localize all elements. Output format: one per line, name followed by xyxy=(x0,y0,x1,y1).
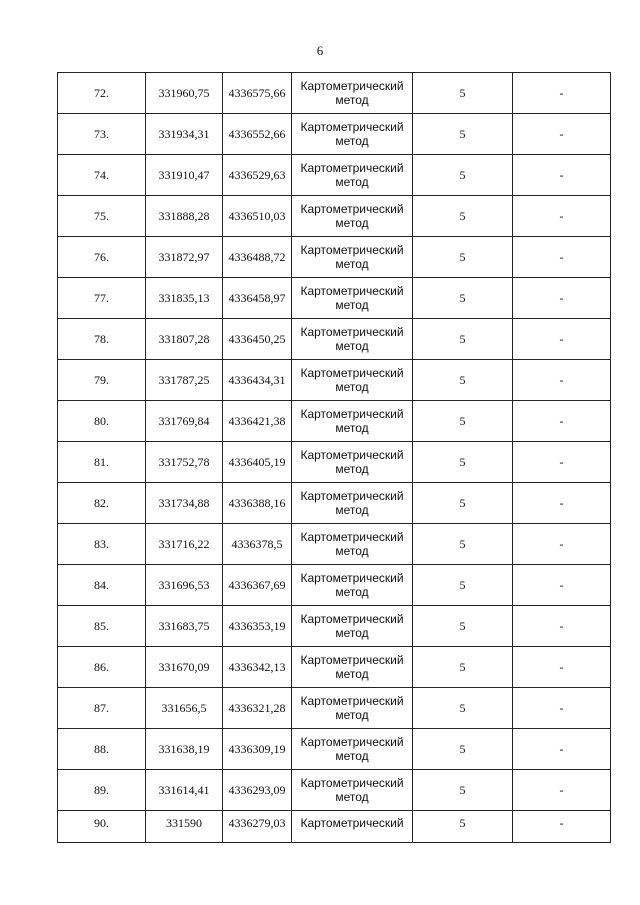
table-row xyxy=(58,278,611,319)
note-cell: - xyxy=(513,770,611,811)
table-row xyxy=(58,114,611,155)
x-coordinate-cell: 331807,28 xyxy=(146,319,223,360)
x-coordinate-cell: 331614,41 xyxy=(146,770,223,811)
method-cell xyxy=(292,114,413,155)
accuracy-cell: 5 xyxy=(413,278,513,319)
method-label-line2: метод xyxy=(335,667,369,681)
method-cell xyxy=(292,442,413,483)
accuracy-cell: 5 xyxy=(413,811,513,843)
method-cell xyxy=(292,729,413,770)
method-cell xyxy=(292,770,413,811)
method-label-line2: метод xyxy=(335,339,369,353)
method-label-line1: Картометрический xyxy=(300,325,404,339)
method-label-line2: метод xyxy=(335,421,369,435)
x-coordinate-cell: 331787,25 xyxy=(146,360,223,401)
method-cell xyxy=(292,155,413,196)
accuracy-cell: 5 xyxy=(413,114,513,155)
table-row xyxy=(58,524,611,565)
table-row xyxy=(58,729,611,770)
method-label-line2: метод xyxy=(335,749,369,763)
method-label-line2: метод xyxy=(335,134,369,148)
accuracy-cell: 5 xyxy=(413,729,513,770)
method-cell xyxy=(292,606,413,647)
accuracy-cell: 5 xyxy=(413,155,513,196)
point-number-cell: 77. xyxy=(58,278,146,319)
note-cell: - xyxy=(513,483,611,524)
method-cell xyxy=(292,811,413,843)
method-label-line1: Картометрический xyxy=(300,161,404,175)
note-cell: - xyxy=(513,647,611,688)
x-coordinate-cell: 331835,13 xyxy=(146,278,223,319)
accuracy-cell: 5 xyxy=(413,647,513,688)
point-number-cell: 90. xyxy=(58,811,146,843)
point-number-cell: 72. xyxy=(58,73,146,114)
x-coordinate-cell: 331888,28 xyxy=(146,196,223,237)
accuracy-cell: 5 xyxy=(413,237,513,278)
point-number-cell: 75. xyxy=(58,196,146,237)
y-coordinate-cell: 4336510,03 xyxy=(223,196,292,237)
point-number-cell: 86. xyxy=(58,647,146,688)
method-label-line2: метод xyxy=(335,175,369,189)
method-label-line1: Картометрический xyxy=(300,816,404,830)
x-coordinate-cell: 331656,5 xyxy=(146,688,223,729)
table-row xyxy=(58,401,611,442)
method-cell xyxy=(292,278,413,319)
accuracy-cell: 5 xyxy=(413,319,513,360)
note-cell: - xyxy=(513,114,611,155)
point-number-cell: 80. xyxy=(58,401,146,442)
accuracy-cell: 5 xyxy=(413,442,513,483)
note-cell: - xyxy=(513,401,611,442)
y-coordinate-cell: 4336309,19 xyxy=(223,729,292,770)
method-label-line2: метод xyxy=(335,626,369,640)
y-coordinate-cell: 4336367,69 xyxy=(223,565,292,606)
method-label-line1: Картометрический xyxy=(300,407,404,421)
method-label-line2: метод xyxy=(335,790,369,804)
coordinates-table-body xyxy=(58,73,611,843)
y-coordinate-cell: 4336388,16 xyxy=(223,483,292,524)
note-cell: - xyxy=(513,155,611,196)
table-row xyxy=(58,73,611,114)
method-label-line2: метод xyxy=(335,93,369,107)
method-cell xyxy=(292,196,413,237)
method-cell xyxy=(292,565,413,606)
x-coordinate-cell: 331769,84 xyxy=(146,401,223,442)
y-coordinate-cell: 4336450,25 xyxy=(223,319,292,360)
table-row xyxy=(58,442,611,483)
point-number-cell: 83. xyxy=(58,524,146,565)
table-row xyxy=(58,319,611,360)
accuracy-cell: 5 xyxy=(413,360,513,401)
table-row xyxy=(58,688,611,729)
method-label-line2: метод xyxy=(335,503,369,517)
method-label-line2: метод xyxy=(335,257,369,271)
method-cell xyxy=(292,237,413,278)
y-coordinate-cell: 4336293,09 xyxy=(223,770,292,811)
method-label-line1: Картометрический xyxy=(300,571,404,585)
table-row xyxy=(58,237,611,278)
x-coordinate-cell: 331683,75 xyxy=(146,606,223,647)
note-cell: - xyxy=(513,606,611,647)
y-coordinate-cell: 4336279,03 xyxy=(223,811,292,843)
x-coordinate-cell: 331752,78 xyxy=(146,442,223,483)
y-coordinate-cell: 4336458,97 xyxy=(223,278,292,319)
x-coordinate-cell: 331910,47 xyxy=(146,155,223,196)
y-coordinate-cell: 4336575,66 xyxy=(223,73,292,114)
table-row xyxy=(58,483,611,524)
y-coordinate-cell: 4336421,38 xyxy=(223,401,292,442)
table-row xyxy=(58,770,611,811)
table-row xyxy=(58,155,611,196)
method-label-line2: метод xyxy=(335,544,369,558)
point-number-cell: 79. xyxy=(58,360,146,401)
note-cell: - xyxy=(513,196,611,237)
method-label-line2: метод xyxy=(335,462,369,476)
method-label-line2: метод xyxy=(335,585,369,599)
note-cell: - xyxy=(513,565,611,606)
method-label-line1: Картометрический xyxy=(300,366,404,380)
note-cell: - xyxy=(513,319,611,360)
x-coordinate-cell: 331960,75 xyxy=(146,73,223,114)
method-cell xyxy=(292,73,413,114)
method-label-line1: Картометрический xyxy=(300,243,404,257)
accuracy-cell: 5 xyxy=(413,606,513,647)
method-label-line1: Картометрический xyxy=(300,202,404,216)
method-label-line1: Картометрический xyxy=(300,120,404,134)
method-cell xyxy=(292,483,413,524)
x-coordinate-cell: 331590 xyxy=(146,811,223,843)
y-coordinate-cell: 4336378,5 xyxy=(223,524,292,565)
method-label-line2: метод xyxy=(335,380,369,394)
point-number-cell: 85. xyxy=(58,606,146,647)
x-coordinate-cell: 331934,31 xyxy=(146,114,223,155)
note-cell: - xyxy=(513,73,611,114)
point-number-cell: 88. xyxy=(58,729,146,770)
note-cell: - xyxy=(513,237,611,278)
point-number-cell: 78. xyxy=(58,319,146,360)
note-cell: - xyxy=(513,442,611,483)
note-cell: - xyxy=(513,688,611,729)
method-label-line1: Картометрический xyxy=(300,735,404,749)
table-row xyxy=(58,565,611,606)
method-cell xyxy=(292,319,413,360)
table-row xyxy=(58,360,611,401)
y-coordinate-cell: 4336353,19 xyxy=(223,606,292,647)
method-label-line2: метод xyxy=(335,708,369,722)
method-label-line1: Картометрический xyxy=(300,448,404,462)
accuracy-cell: 5 xyxy=(413,483,513,524)
method-cell xyxy=(292,647,413,688)
method-label-line2: метод xyxy=(335,298,369,312)
y-coordinate-cell: 4336405,19 xyxy=(223,442,292,483)
accuracy-cell: 5 xyxy=(413,770,513,811)
note-cell: - xyxy=(513,360,611,401)
point-number-cell: 84. xyxy=(58,565,146,606)
note-cell: - xyxy=(513,278,611,319)
page-number: 6 xyxy=(316,43,324,58)
accuracy-cell: 5 xyxy=(413,524,513,565)
accuracy-cell: 5 xyxy=(413,401,513,442)
method-label-line1: Картометрический xyxy=(300,79,404,93)
note-cell: - xyxy=(513,729,611,770)
x-coordinate-cell: 331872,97 xyxy=(146,237,223,278)
method-cell xyxy=(292,688,413,729)
point-number-cell: 82. xyxy=(58,483,146,524)
x-coordinate-cell: 331734,88 xyxy=(146,483,223,524)
method-label-line1: Картометрический xyxy=(300,612,404,626)
point-number-cell: 89. xyxy=(58,770,146,811)
note-cell: - xyxy=(513,811,611,843)
table-row xyxy=(58,196,611,237)
method-label-line1: Картометрический xyxy=(300,776,404,790)
method-label-line1: Картометрический xyxy=(300,694,404,708)
method-cell xyxy=(292,401,413,442)
x-coordinate-cell: 331638,19 xyxy=(146,729,223,770)
table-row xyxy=(58,606,611,647)
accuracy-cell: 5 xyxy=(413,565,513,606)
y-coordinate-cell: 4336488,72 xyxy=(223,237,292,278)
table-row xyxy=(58,647,611,688)
point-number-cell: 76. xyxy=(58,237,146,278)
accuracy-cell: 5 xyxy=(413,73,513,114)
accuracy-cell: 5 xyxy=(413,196,513,237)
y-coordinate-cell: 4336342,13 xyxy=(223,647,292,688)
x-coordinate-cell: 331716,22 xyxy=(146,524,223,565)
table-row xyxy=(58,811,611,843)
method-label-line1: Картометрический xyxy=(300,653,404,667)
y-coordinate-cell: 4336552,66 xyxy=(223,114,292,155)
method-label-line1: Картометрический xyxy=(300,489,404,503)
point-number-cell: 73. xyxy=(58,114,146,155)
method-cell xyxy=(292,360,413,401)
y-coordinate-cell: 4336529,63 xyxy=(223,155,292,196)
point-number-cell: 74. xyxy=(58,155,146,196)
point-number-cell: 87. xyxy=(58,688,146,729)
y-coordinate-cell: 4336321,28 xyxy=(223,688,292,729)
method-label-line1: Картометрический xyxy=(300,530,404,544)
accuracy-cell: 5 xyxy=(413,688,513,729)
x-coordinate-cell: 331670,09 xyxy=(146,647,223,688)
method-label-line1: Картометрический xyxy=(300,284,404,298)
point-number-cell: 81. xyxy=(58,442,146,483)
method-cell xyxy=(292,524,413,565)
coordinates-table xyxy=(57,72,611,843)
method-label-line2: метод xyxy=(335,216,369,230)
y-coordinate-cell: 4336434,31 xyxy=(223,360,292,401)
x-coordinate-cell: 331696,53 xyxy=(146,565,223,606)
note-cell: - xyxy=(513,524,611,565)
